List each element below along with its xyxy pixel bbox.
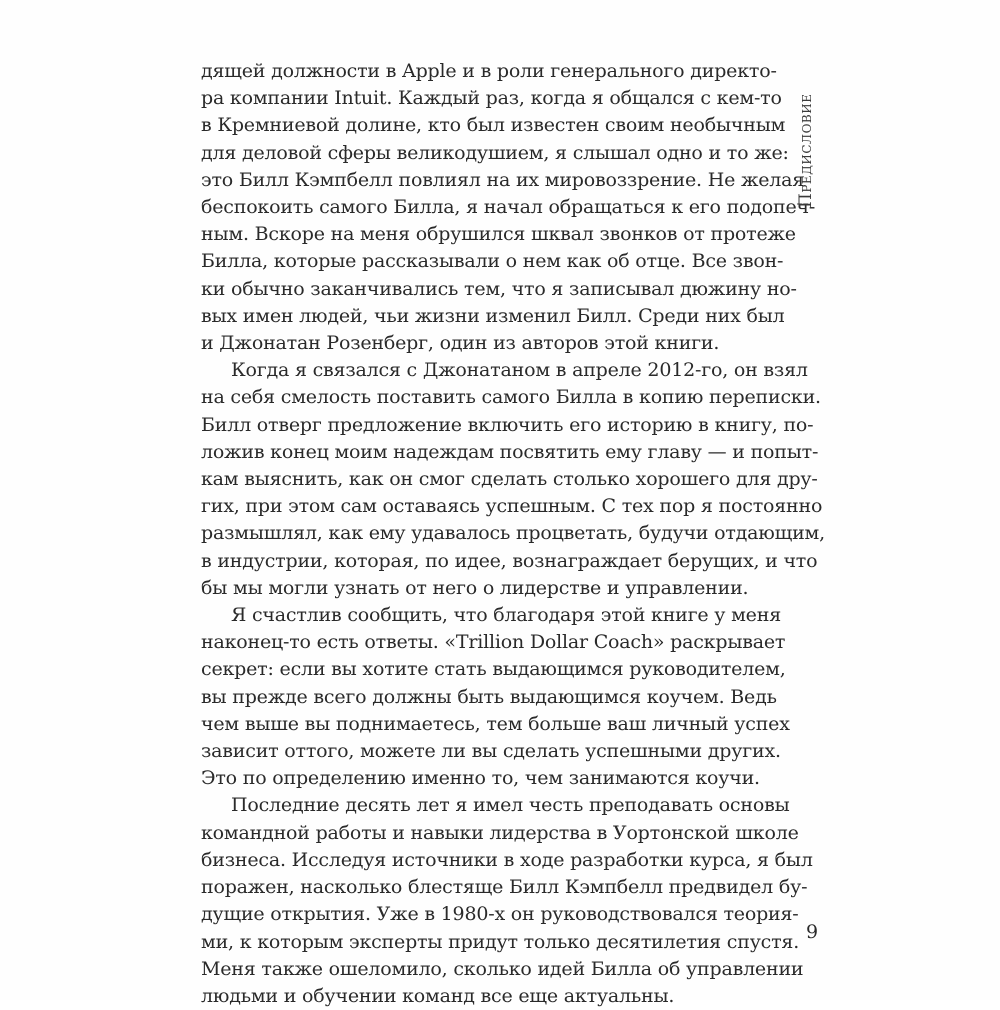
text-line: бы мы могли узнать от него о лидерстве и управлении. xyxy=(201,576,749,599)
text-line: это Билл Кэмпбелл повлиял на их мировоззрение. Не желая xyxy=(201,168,805,191)
text-line: ми, к которым эксперты придут только десятилетия спустя. xyxy=(201,930,800,953)
text-line: чем выше вы поднимаетесь, тем больше ваш личный успех xyxy=(201,712,790,735)
text-line: Я счастлив сообщить, что благодаря этой книге у меня xyxy=(231,604,781,627)
text-line: ки обычно заканчивались тем, что я записывал дюжину но- xyxy=(201,277,797,300)
text-line: бизнеса. Исследуя источники в ходе разработки курса, я был xyxy=(201,848,813,871)
text-line: кам выяснить, как он смог сделать столько хорошего для дру- xyxy=(201,468,818,491)
text-line: дящей должности в Apple и в роли генерального директо- xyxy=(201,60,777,82)
text-line: гих, при этом сам оставаясь успешным. С тех пор я постоянно xyxy=(201,495,823,518)
text-line: дущие открытия. Уже в 1980-х он руководствовался теория- xyxy=(201,903,799,926)
text-line: ным. Вскоре на меня обрушился шквал звонков от протеже xyxy=(201,223,796,246)
text-line: на себя смелость поставить самого Билла в копию переписки. xyxy=(201,386,821,409)
text-line: Это по определению именно то, чем занимаются коучи. xyxy=(201,767,760,790)
text-line: ложив конец моим надеждам посвятить ему главу — и попыт- xyxy=(201,440,819,463)
text-line: Билл отверг предложение включить его историю в книгу, по- xyxy=(201,413,814,436)
text-line: вы прежде всего должны быть выдающимся коучем. Ведь xyxy=(201,685,777,708)
text-line: и Джонатан Розенберг, один из авторов этой книги. xyxy=(201,332,720,355)
text-line: секрет: если вы хотите стать выдающимся руководителем, xyxy=(201,658,786,681)
text-line: для деловой сферы великодушием, я слышал одно и то же: xyxy=(201,141,789,164)
text-line: беспокоить самого Билла, я начал обращаться к его подопеч- xyxy=(201,196,816,219)
page-number: 9 xyxy=(806,921,819,943)
text-line: вых имен людей, чьи жизни изменил Билл. Среди них был xyxy=(201,304,785,327)
text-line: людьми и обучении команд все еще актуальны. xyxy=(201,984,675,1007)
text-line: в Кремниевой долине, кто был известен своим необычным xyxy=(201,114,786,137)
paragraph xyxy=(201,602,790,792)
text-line: Последние десять лет я имел честь преподавать основы xyxy=(231,794,790,817)
paragraph xyxy=(201,792,813,1010)
text-line: ра компании Intuit. Каждый раз, когда я общался с кем-то xyxy=(201,87,782,110)
text-line: Меня также ошеломило, сколько идей Билла об управлении xyxy=(201,957,804,980)
running-head: Предисловие xyxy=(796,93,816,208)
text-line: Билла, которые рассказывали о нем как об отце. Все звон- xyxy=(201,250,784,273)
text-line: в индустрии, которая, по идее, вознаграждает берущих, и что xyxy=(201,549,818,572)
paragraph xyxy=(201,357,825,602)
text-line: поражен, насколько блестяще Билл Кэмпбелл предвидел бу- xyxy=(201,876,808,899)
text-line: Когда я связался с Джонатаном в апреле 2012-го, он взял xyxy=(231,359,808,382)
text-line: наконец-то есть ответы. «Trillion Dollar Coach» раскрывает xyxy=(201,631,786,654)
text-line: зависит оттого, можете ли вы сделать успешными других. xyxy=(201,740,781,763)
text-line: размышлял, как ему удавалось процветать, будучи отдающим, xyxy=(201,522,825,545)
text-line: командной работы и навыки лидерства в Уортонской школе xyxy=(201,821,799,844)
